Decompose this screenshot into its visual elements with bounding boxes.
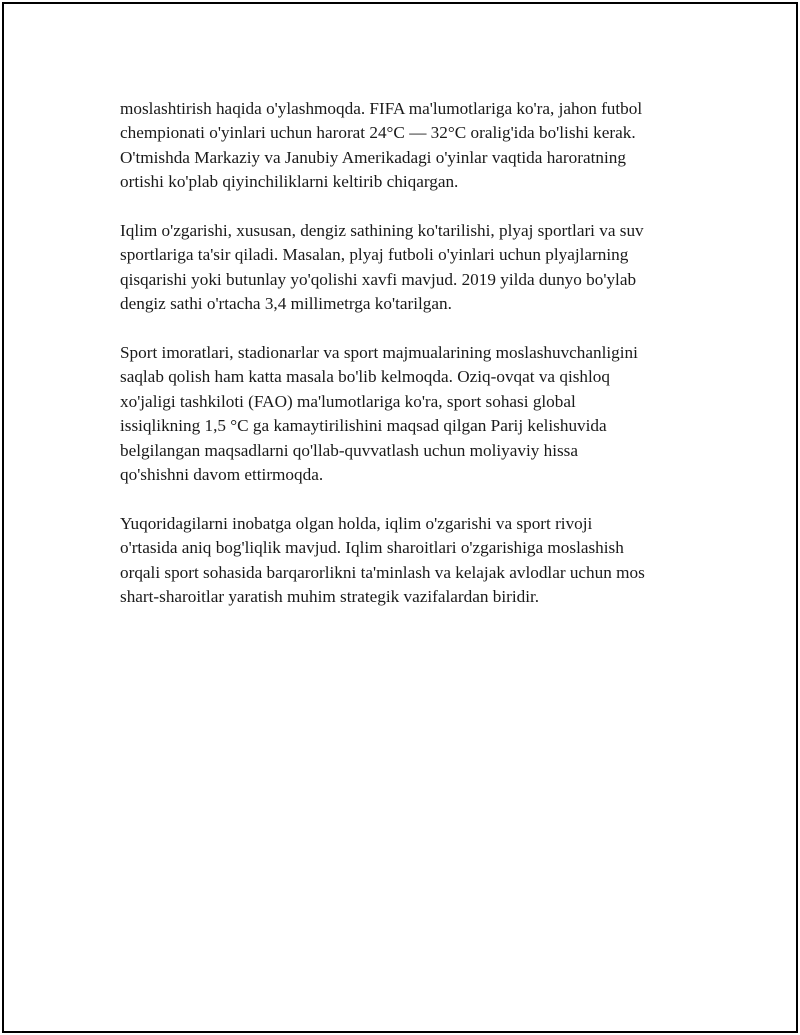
- paragraph-4: Yuqoridagilarni inobatga olgan holda, iqlim o'zgarishi va sport rivoji o'rtasida aniq bog'liqlik mavjud. Iqlim sharoitlari o'zgarishiga moslashish orqali sport sohasida barqarorlikni ta'minlash va kelajak avlodlar uchun mos shart-sharoitlar yaratish muhim strategik vazifalardan biridir.: [120, 513, 645, 607]
- document-body: [120, 97, 690, 634]
- paragraph-3: Sport imoratlari, stadionarlar va sport majmualarining moslashuvchanligini saqlab qolish ham katta masala bo'lib kelmoqda. Oziq-ovqat va qishloq xo'jaligi tashkiloti (FAO) ma'lumotlariga ko'ra, sport sohasi global issiqlikning 1,5 °C ga kamaytirilishini maqsad qilgan Parij kelishuvida belgilangan maqsadlarni qo'llab-quvvatlash uchun moliyaviy hissa qo'shishni davom ettirmoqda.: [120, 343, 638, 485]
- document-page: [2, 2, 798, 1033]
- paragraph-2: Iqlim o'zgarishi, xususan, dengiz sathining ko'tarilishi, plyaj sportlari va suv sportlariga ta'sir qiladi. Masalan, plyaj futboli o'yinlari uchun plyajlarning qisqarishi yoki butunlay yo'qolishi xavfi mavjud. 2019 yilda dunyo bo'ylab dengiz sathi o'rtacha 3,4 millimetrga ko'tarilgan.: [120, 221, 644, 314]
- paragraph-1: moslashtirish haqida o'ylashmoqda. FIFA ma'lumotlariga ko'ra, jahon futbol chempionati o'yinlari uchun harorat 24°C — 32°C oralig'ida bo'lishi kerak. O'tmishda Markaziy va Janubiy Amerikadagi o'yinlar vaqtida haroratning ortishi ko'plab qiyinchiliklarni keltirib chiqargan.: [120, 99, 643, 192]
